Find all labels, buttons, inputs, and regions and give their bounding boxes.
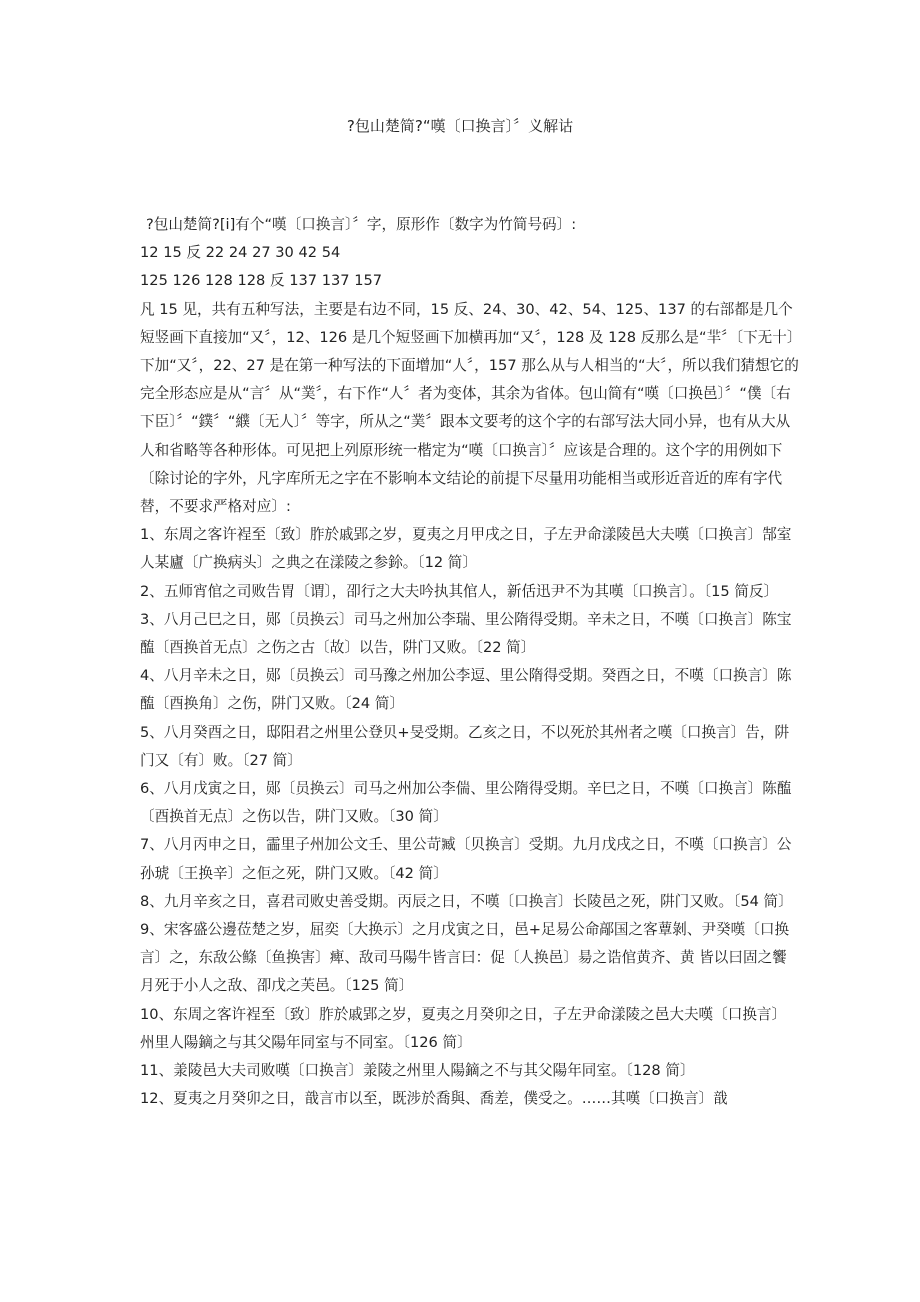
paragraph-slip-numbers-2: 125 126 128 128 反 137 137 157	[140, 272, 383, 290]
document-title: ?包山楚简?“嘆〔口换言〕〞义解诂	[346, 117, 574, 135]
example-5: 5、八月癸酉之日，邸阳君之州里公登贝+旻受期。乙亥之日，不以死於其州者之嘆〔口换言〕告，阱门又〔有〕败。〔27 简〕	[140, 723, 790, 769]
example-12: 12、夏夷之月癸卯之日，戠言市以至，既涉於喬與、喬差，僕受之。……其嘆〔口换言〕戠	[140, 1090, 728, 1108]
example-2: 2、五师宵倌之司败告胃〔谓〕，卲行之大夫吟执其倌人，新佸迅尹不为其嘆〔口换言〕。〔15 简反〕	[140, 582, 779, 600]
paragraph-slip-numbers-1: 12 15 反 22 24 27 30 42 54	[140, 244, 341, 262]
example-3: 3、八月己巳之日，郧〔员换云〕司马之州加公李瑞、里公隋得受期。辛未之日，不嘆〔口换言〕陈宝醢〔酉换首无点〕之伤之古〔故〕以告，阱门又败。〔22 简〕	[140, 610, 792, 657]
paragraph-intro: ?包山楚简?[i]有个“嘆〔口换言〕〞字，原形作〔数字为竹简号码〕:	[146, 216, 577, 233]
example-11: 11、羕陵邑大夫司败嘆〔口换言〕羕陵之州里人陽鏑之不与其父陽年同室。〔128 简〕	[140, 1062, 695, 1080]
example-1: 1、东周之客许裎至〔致〕胙於戚郢之岁，夏夷之月甲戌之日，子左尹命漾陵邑大夫嘆〔口换言〕郜室人某廬〔广换病头〕之典之在漾陵之参鉩。〔12 简〕	[140, 526, 792, 572]
example-4: 4、八月辛未之日，郧〔员换云〕司马豫之州加公李逗、里公隋得受期。癸酉之日，不嘆〔口换言〕陈醢〔酉换角〕之伤，阱门又败。〔24 简〕	[140, 667, 792, 713]
example-8: 8、九月辛亥之日，喜君司败史善受期。丙辰之日，不嘆〔口换言〕长陵邑之死，阱门又败。〔54 简〕	[140, 892, 793, 910]
document-body	[140, 211, 800, 1114]
example-6: 6、八月戊寅之日，郧〔员换云〕司马之州加公李偳、里公隋得受期。辛巳之日，不嘆〔口换言〕陈醢〔酉换首无点〕之伤以告，阱门又败。〔30 简〕	[140, 780, 792, 826]
example-7: 7、八月丙申之日，霝里子州加公文壬、里公苛臧〔贝换言〕受期。九月戊戌之日，不嘆〔口换言〕公孙琥〔王换辛〕之佢之死，阱门又败。〔42 简〕	[140, 836, 792, 882]
paragraph-analysis: 凡 15 见，共有五种写法，主要是右边不同，15 反、24、30、42、54、125、137 的右部都是几个短竖画下直接加“又〞，12、126 是几个短竖画下加横再加“又〞，128 及 128 反那么是“羋〞〔下无十〕下加“又〞，22、27 是在第一种写法的下面增加“人〞，157 那么从与人相当的“大〞，所以我们猜想它的完全形态应是从“言〞从“菐〞，右下作“人〞者为变体，其余为省体。包山简有“嘆〔口换邑〕〞“僕〔右下臣〕〞“鏷〞“纀〔无人〕〞等字，所从之“菐〞跟本文要考的这个字的右部写法大同小异，也有从大从人和省略等各种形体。可见把上列原形统一楷定为“嘆〔口换言〕〞应该是合理的。这个字的用例如下〔除讨论的字外，凡字库所无之字在不影响本文结论的前提下尽量用功能相当或形近音近的库有字代替，不要求严格对应〕:	[140, 300, 799, 516]
example-9: 9、宋客盛公邊莅楚之岁，屈奕〔大换示〕之月戊寅之日，邑+足易公命鄗国之客蕈剝、尹癸嘆〔口换言〕之，东敌公鲦〔鱼换害〕痺、敌司马陽牛皆言曰：促〔人换邑〕昜之诰倌黄齐、黄 皆以曰固之饗月死于小人之敌、卲戊之芙邑。〔125 简〕	[140, 921, 790, 995]
example-10: 10、东周之客许裎至〔致〕胙於戚郢之岁，夏夷之月癸卯之日，子左尹命漾陵之邑大夫嘆〔口换言〕州里人陽鏑之与其父陽年同室与不同室。〔126 简〕	[140, 1005, 787, 1051]
